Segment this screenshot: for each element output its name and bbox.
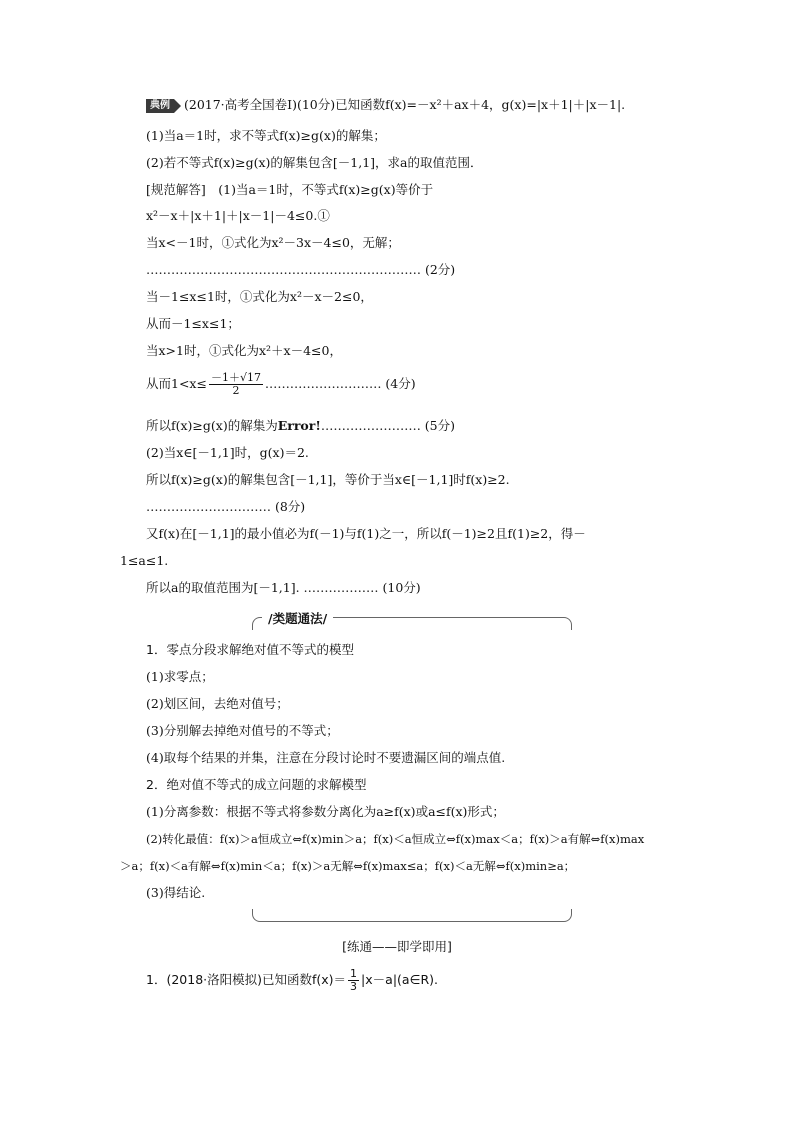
solution-line-9-post: …………………… (5分) — [320, 418, 456, 433]
solution-line-9-pre: 所以f(x)≥g(x)的解集为 — [146, 418, 278, 433]
methods-step-4: (4)取每个结果的并集，注意在分段讨论时不要遗漏区间的端点值. — [146, 750, 506, 765]
methods-text-4: (3)得结论. — [146, 885, 206, 900]
solution-line-1: [规范解答] (1)当a＝1时，不等式f(x)≥g(x)等价于 — [146, 182, 434, 197]
solution-line-11: 所以f(x)≥g(x)的解集包含[－1,1]，等价于当x∈[－1,1]时f(x)≥2. — [146, 472, 510, 487]
practice-problem-1 — [146, 968, 438, 993]
question-2: (2)若不等式f(x)≥g(x)的解集包含[－1,1]，求a的取值范围． — [146, 155, 483, 170]
example-text: (2017·高考全国卷Ⅰ)(10分)已知函数f(x)=－x²＋ax＋4，g(x)=|x＋1|＋|x－1|. — [183, 97, 626, 112]
example-tag: 典例 — [146, 99, 174, 113]
methods-text-1: (1)分离参数：根据不等式将参数分离化为a≥f(x)或a≤f(x)形式； — [146, 804, 505, 819]
practice-problem-1-post: |x－a|(a∈R). — [361, 972, 438, 987]
solution-line-5: 当－1≤x≤1时，①式化为x²－x－2≤0， — [146, 289, 373, 304]
fraction — [348, 968, 359, 993]
solution-line-14: 1≤a≤1. — [120, 553, 169, 568]
fraction-denominator: 2 — [232, 384, 240, 397]
methods-step-3: (3)分别解去掉绝对值号的不等式； — [146, 723, 339, 738]
solution-line-7: 当x>1时，①式化为x²＋x－4≤0， — [146, 343, 342, 358]
practice-problem-1-pre: 1．(2018·洛阳模拟)已知函数f(x)＝ — [146, 972, 347, 987]
solution-line-4: ………………………………………………………… (2分) — [146, 262, 456, 277]
error-text: Error! — [277, 418, 321, 433]
solution-line-8-post: .……………………… (4分) — [264, 376, 416, 391]
solution-line-12: ………………………… (8分) — [146, 499, 306, 514]
solution-line-3: 当x<－1时，①式化为x²－3x－4≤0，无解； — [146, 235, 400, 250]
fraction-numerator: －1＋√17 — [210, 371, 261, 384]
example-statement — [146, 97, 625, 113]
methods-heading-1: 1．零点分段求解绝对值不等式的模型 — [146, 642, 354, 657]
solution-line-13: 又f(x)在[－1,1]的最小值必为f(－1)与f(1)之一，所以f(－1)≥2且f(1)≥2，得－ — [146, 526, 586, 541]
practice-title: [练通——即学即用] — [342, 939, 452, 954]
question-1: (1)当a＝1时，求不等式f(x)≥g(x)的解集； — [146, 128, 386, 143]
solution-line-6: 从而－1≤x≤1； — [146, 316, 240, 331]
methods-step-1: (1)求零点； — [146, 669, 214, 684]
solution-line-2: x²－x＋|x＋1|＋|x－1|－4≤0.① — [146, 208, 330, 223]
methods-heading-2: 2．绝对值不等式的成立问题的求解模型 — [146, 777, 367, 792]
methods-text-2: (2)转化最值：f(x)＞a恒成立⇔f(x)min＞a；f(x)＜a恒成立⇔f(x)max＜a；f(x)＞a有解⇔f(x)max — [146, 832, 645, 846]
solution-line-8 — [146, 372, 416, 397]
methods-text-3: ＞a；f(x)＜a有解⇔f(x)min＜a；f(x)＞a无解⇔f(x)max≤a；f(x)＜a无解⇔f(x)min≥a； — [120, 859, 576, 873]
methods-title: /类题通法/ — [262, 609, 333, 627]
methods-step-2: (2)划区间，去绝对值号； — [146, 696, 289, 711]
solution-line-9 — [146, 418, 455, 434]
solution-line-15: 所以a的取值范围为[－1,1]. ……………… (10分) — [146, 580, 421, 595]
fraction-denominator: 3 — [350, 980, 358, 993]
fraction-numerator: 1 — [350, 967, 358, 980]
solution-line-8-pre: 从而1<x≤ — [146, 376, 207, 391]
fraction — [209, 372, 263, 397]
solution-line-10: (2)当x∈[－1,1]时，g(x)＝2. — [146, 445, 309, 460]
methods-bracket-bottom — [252, 909, 572, 922]
